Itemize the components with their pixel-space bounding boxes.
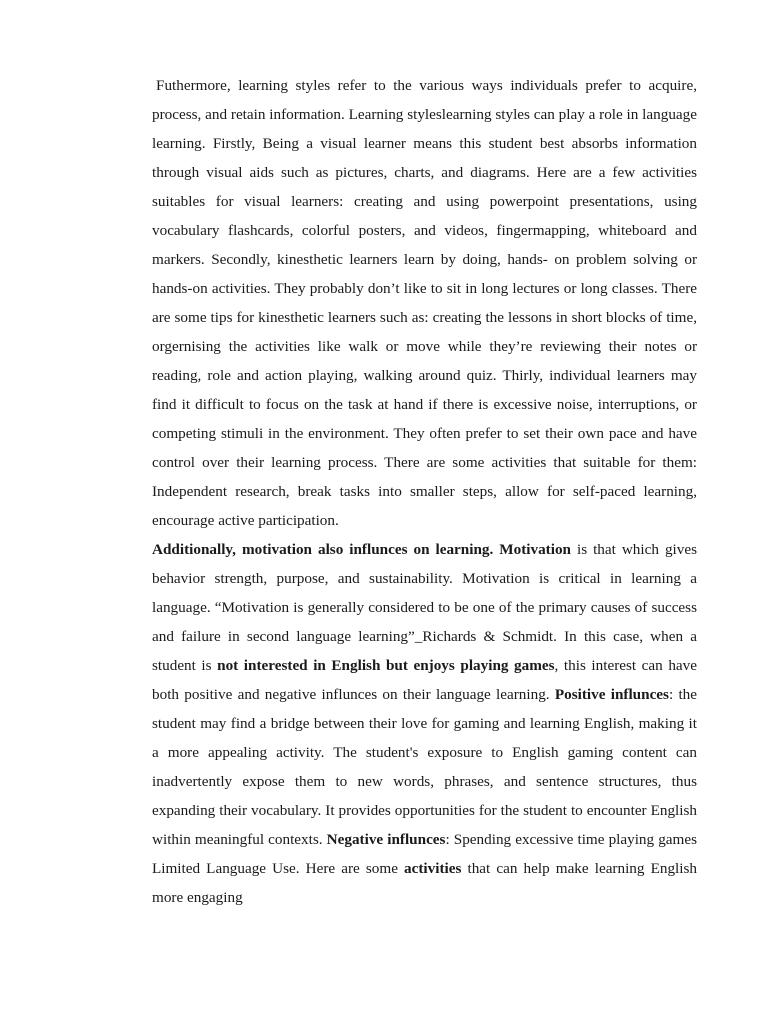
motivation-heading: Additionally, motivation also influnces on learning. (152, 541, 494, 558)
activities-term: activities (404, 860, 462, 877)
not-interested-phrase: not interested in English but enjoys playing games (217, 657, 555, 674)
paragraph-motivation (152, 535, 697, 912)
paragraph-learning-styles (152, 71, 697, 535)
motivation-text-d: : Spending excessive time playing games Limited Language Use. Here are some (152, 831, 698, 877)
paragraph-learning-styles-text: Futhermore, learning styles refer to the various ways individuals prefer to acquire, process, and retain information. Learning styleslearning styles can play a role in language learning. Firstly, Being a visual learner means this student best absorbs information through visual aids such as pictures, charts, and diagrams. Here are a few activities suitables for visual learners: creating and using powerpoint presentations, using vocabulary flashcards, colorful posters, and videos, fingermapping, whiteboard and markers. Secondly, kinesthetic learners learn by doing, hands- on problem solving or hands-on activities. They probably don’t like to sit in long lectures or long classes. There are some tips for kinesthetic learners such as: creating the lessons in short blocks of time, orgernising the activities like walk or move while they’re reviewing their notes or reading, role and action playing, walking around quiz. Thirly, individual learners may find it difficult to focus on the task at hand if there is excessive noise, interruptions, or competing stimuli in the environment. They often prefer to set their own pace and have control over their learning process. There are some activities that suitable for them: Independent research, break tasks into smaller steps, allow for self-paced learning, encourage active participation. (152, 77, 697, 529)
motivation-term: Motivation (499, 541, 571, 558)
negative-influences-label: Negative influnces (326, 831, 446, 848)
motivation-text-c: : the student may find a bridge between their love for gaming and learning English, making it a more appealing activity. The student's exposure to English gaming content can inadvertently expose them to new words, phrases, and sentence structures, thus expanding their vocabulary. It provides opportunities for the student to encounter English within meaningful contexts. (152, 686, 698, 848)
document-body (152, 71, 697, 912)
motivation-text-a: is that which gives behavior strength, purpose, and sustainability. Motivation is critical in learning a language. “Motivation is generally considered to be one of the primary causes of success and failure in second language learning”_Richards & Schmidt. In this case, when a student is (152, 541, 697, 674)
positive-influences-label: Positive influnces (554, 686, 669, 703)
motivation-text-e: that can help make learning English more engaging (152, 860, 697, 906)
motivation-text-b: , this interest can have both positive and negative influnces on their language learning. (152, 657, 697, 703)
